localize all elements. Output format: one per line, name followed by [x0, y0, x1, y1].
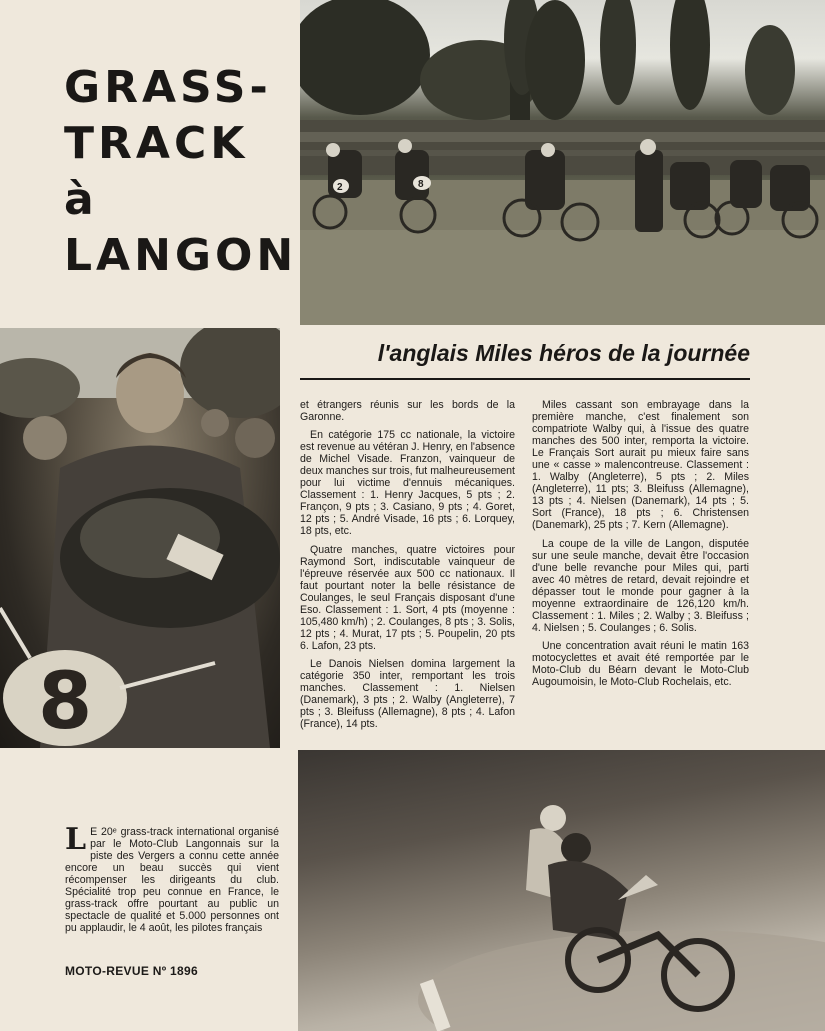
headline-rule: [300, 378, 750, 380]
article-column-2: [532, 399, 749, 694]
headline: l'anglais Miles héros de la journée: [377, 340, 750, 366]
paragraph: Le Danois Nielsen domina largement la catégorie 350 inter, remportant les trois manches. Classement : 1. Nielsen (Danemark), 3 pts ; 2. Walby (Angleterre), 7 pts ; 3. Bleifuss (Allemagne), 8 pts ; 4. Lafon (France), 14 pts.: [300, 657, 515, 731]
photo-winner-miles: [0, 328, 280, 748]
intro-text: E 20ᵉ grass-track international organisé par le Moto-Club Langonnais sur la piste des Vergers a connu cette année encore un beau succès qui vient récompenser les dirigeants du club. Spécialité trop peu connue en France, le grass-track offre pourtant au public un spectacle de qualité et 5.000 personnes ont pu applaudir, le 4 août, les pilotes français: [65, 826, 279, 935]
winner-illustration: [0, 328, 280, 748]
title-line-3: à: [64, 174, 98, 225]
race-start-illustration: [300, 0, 825, 325]
article-intro: [65, 822, 279, 940]
racer-illustration: [298, 750, 825, 1031]
photo-race-start: [300, 0, 825, 325]
page-footer: MOTO-REVUE Nº 1896: [65, 964, 198, 978]
article-column-1: [300, 399, 515, 736]
paragraph: La coupe de la ville de Langon, disputée sur une seule manche, devait être l'occasion d'une belle revanche pour Miles qui, parti avec 40 mètres de retard, devait rejoindre et dépasser tout le monde pour gagner à la moyenne extraordinaire de 126,120 km/h. Classement : 1. Miles ; 2. Walby ; 3. Bleifuss ; 4. Nielsen ; 5. Coulanges ; 6. Solis.: [532, 537, 749, 634]
winner-plate-number: 8: [38, 657, 93, 747]
paragraph: Quatre manches, quatre victoires pour Raymond Sort, indiscutable vainqueur de l'épreuve réservée aux 500 cc nationaux. Il faut pourtant noter la belle résistance de Coulanges, le seul Français disposant d'une Eso. Classement : 1. Sort, 4 pts (moyenne : 105,480 km/h) ; 2. Coulanges, 8 pts ; 3. Solis, 12 pts ; 4. Murat, 17 pts ; 5. Poupelin, 20 pts 6. Lafon, 23 pts.: [300, 543, 515, 652]
paragraph: Miles cassant son embrayage dans la première manche, c'est finalement son compatriote Walby qui, à l'issue des quatre manches des 500 inter, remporta la victoire. Le Français Sort aurait pu mieux faire sans une « casse » malencontreuse. Classement : 1. Walby (Angleterre), 5 pts ; 2. Miles (Angleterre), 11 pts; 3. Bleifuss (Allemagne), 13 pts ; 4. Nielsen (Danemark), 14 pts ; 5. Sort (France), 18 pts ; 6. Christensen (Danemark), 25 pts ; 7. Kern (Allemagne).: [532, 399, 749, 532]
paragraph: En catégorie 175 cc nationale, la victoire est revenue au vétéran J. Henry, en l'absence de Michel Visade. Franzon, vainqueur de deux manches sur trois, fut malheureusement pour lui victime d'ennuis mécaniques. Classement : 1. Henry Jacques, 5 pts ; 2. Françon, 9 pts ; 3. Casiano, 9 pts ; 4. Goret, 12 pts ; 5. André Visade, 16 pts ; 6. Lorquey, 18 pts, etc.: [300, 429, 516, 538]
article-title: [64, 60, 298, 284]
photo-racer-cornering: [298, 750, 825, 1031]
title-line-1: GRASS-: [64, 62, 272, 113]
drop-cap: L: [65, 822, 87, 857]
paragraph: et étrangers réunis sur les bords de la Garonne.: [300, 399, 515, 424]
title-line-4: LANGON: [64, 230, 298, 281]
intro-paragraph: [65, 822, 279, 935]
start-number-8: 8: [418, 179, 424, 190]
start-number-2: 2: [337, 182, 343, 193]
paragraph: Une concentration avait réuni le matin 163 motocyclettes et avait été remportée par le Moto-Club du Béarn devant le Moto-Club Augoumoisin, le Moto-Club Rochelais, etc.: [532, 639, 749, 689]
title-line-2: TRACK: [64, 118, 249, 169]
